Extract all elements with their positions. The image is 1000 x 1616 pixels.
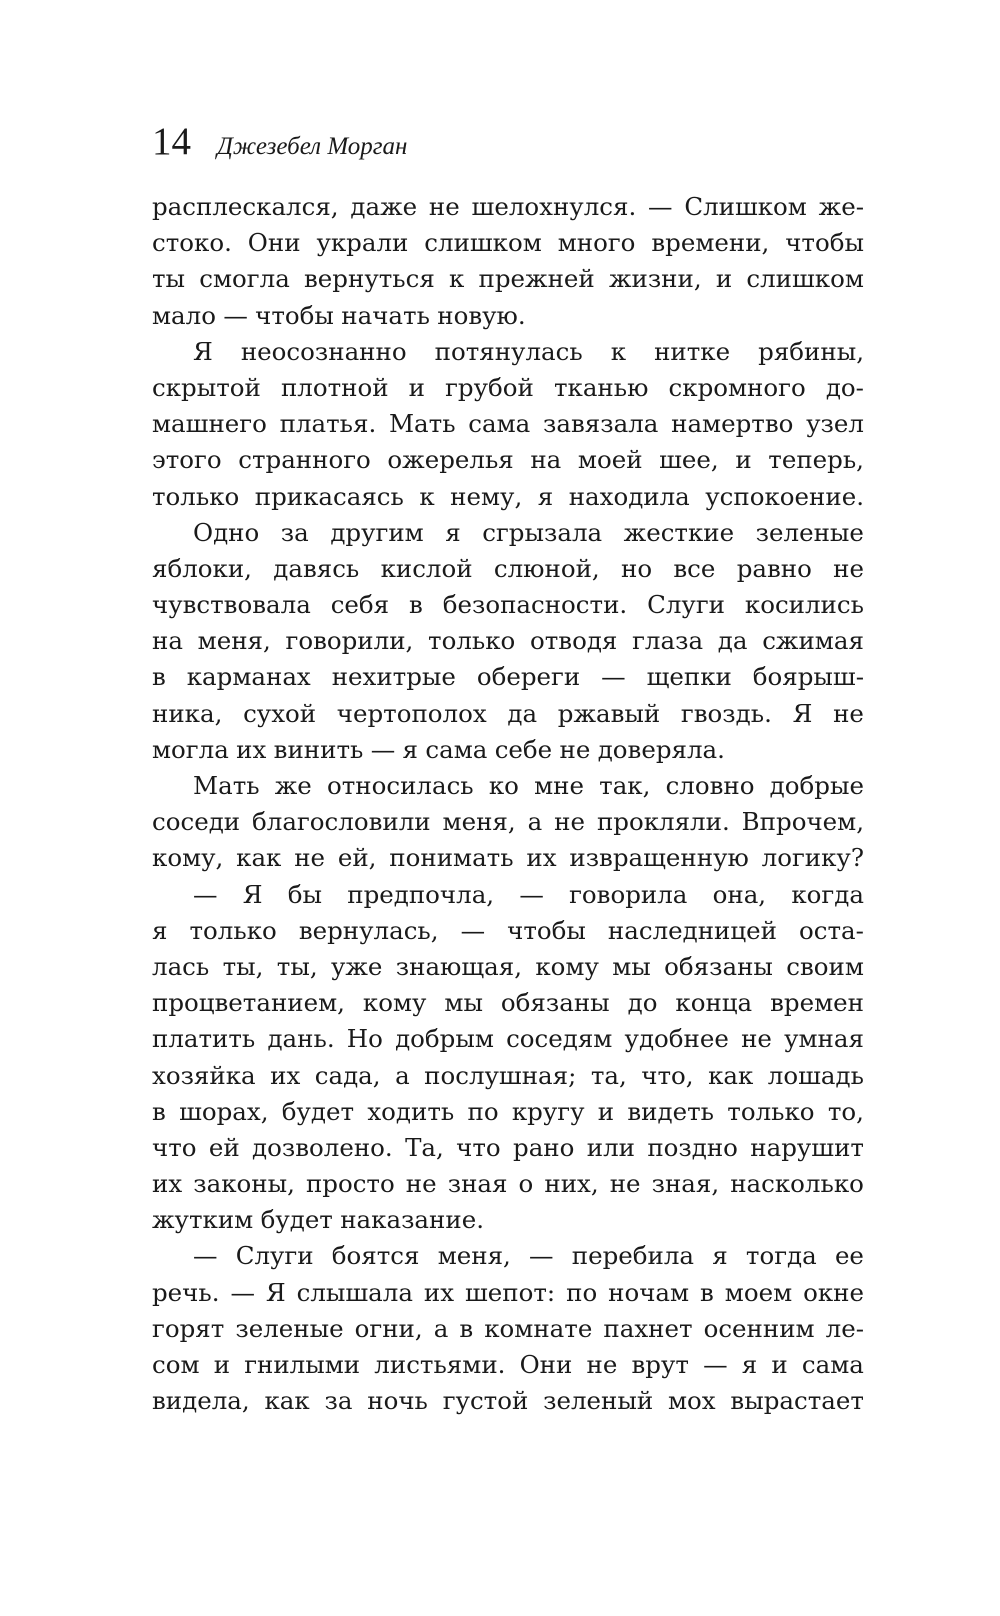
- running-head-author: Джезебел Морган: [217, 133, 408, 160]
- text-line: их законы, просто не зная о них, не зная, насколько: [152, 1169, 864, 1199]
- text-line: мало — чтобы начать новую.: [152, 300, 526, 330]
- text-line: горят зеленые огни, а в комнате пахнет осенним ле-: [152, 1313, 864, 1343]
- text-line: чувствовала себя в безопасности. Слуги косились: [152, 590, 864, 620]
- text-line: жутким будет наказание.: [152, 1205, 484, 1235]
- text-line: яблоки, давясь кислой слюной, но все равно не: [152, 553, 864, 583]
- text-line: Я неосознанно потянулась к нитке рябины,: [193, 336, 864, 366]
- text-line: скрытой плотной и грубой тканью скромного до-: [152, 372, 864, 402]
- text-line: — Слуги боятся меня, — перебила я тогда ее: [193, 1241, 864, 1271]
- text-line: видела, как за ночь густой зеленый мох вырастает: [152, 1386, 864, 1416]
- text-line: в карманах нехитрые обереги — щепки боярыш-: [152, 662, 864, 692]
- text-line: в шорах, будет ходить по кругу и видеть только то,: [152, 1096, 864, 1126]
- body-text: [152, 189, 864, 1419]
- text-line: ты смогла вернуться к прежней жизни, и слишком: [152, 264, 864, 294]
- text-line: соседи благословили меня, а не прокляли. Впрочем,: [152, 807, 864, 837]
- text-line: платить дань. Но добрым соседям удобнее не умная: [152, 1024, 864, 1054]
- text-line: Одно за другим я сгрызала жесткие зеленые: [193, 517, 864, 547]
- page-number: 14: [152, 120, 191, 163]
- text-line: хозяйка их сада, а послушная; та, что, как лошадь: [152, 1060, 864, 1090]
- text-line: расплескался, даже не шелохнулся. — Слишком же-: [152, 192, 864, 221]
- text-line: только прикасаясь к нему, я находила успокоение.: [152, 481, 864, 511]
- page-header: [152, 122, 407, 162]
- text-line: могла их винить — я сама себе не доверяла.: [152, 734, 725, 764]
- text-line: машнего платья. Мать сама завязала намертво узел: [152, 409, 864, 439]
- text-line: этого странного ожерелья на моей шее, и теперь,: [152, 445, 864, 475]
- text-line: сом и гнилыми листьями. Они не врут — я и сама: [152, 1350, 864, 1379]
- text-line: кому, как не ей, понимать их извращенную логику?: [152, 843, 864, 873]
- text-line: на меня, говорили, только отводя глаза да сжимая: [152, 626, 864, 656]
- text-line: что ей дозволено. Та, что рано или поздно нарушит: [152, 1132, 864, 1162]
- text-line: Мать же относилась ко мне так, словно добрые: [193, 771, 864, 800]
- text-line: стоко. Они украли слишком много времени, чтобы: [152, 228, 864, 258]
- text-line: процветанием, кому мы обязаны до конца времен: [152, 988, 864, 1018]
- text-line: ника, сухой чертополох да ржавый гвоздь. Я не: [152, 698, 864, 728]
- text-line: — Я бы предпочла, — говорила она, когда: [193, 879, 864, 909]
- text-line: речь. — Я слышала их шепот: по ночам в моем окне: [152, 1277, 864, 1307]
- text-line: лась ты, ты, уже знающая, кому мы обязаны своим: [152, 951, 864, 981]
- text-line: я только вернулась, — чтобы наследницей оста-: [152, 915, 864, 945]
